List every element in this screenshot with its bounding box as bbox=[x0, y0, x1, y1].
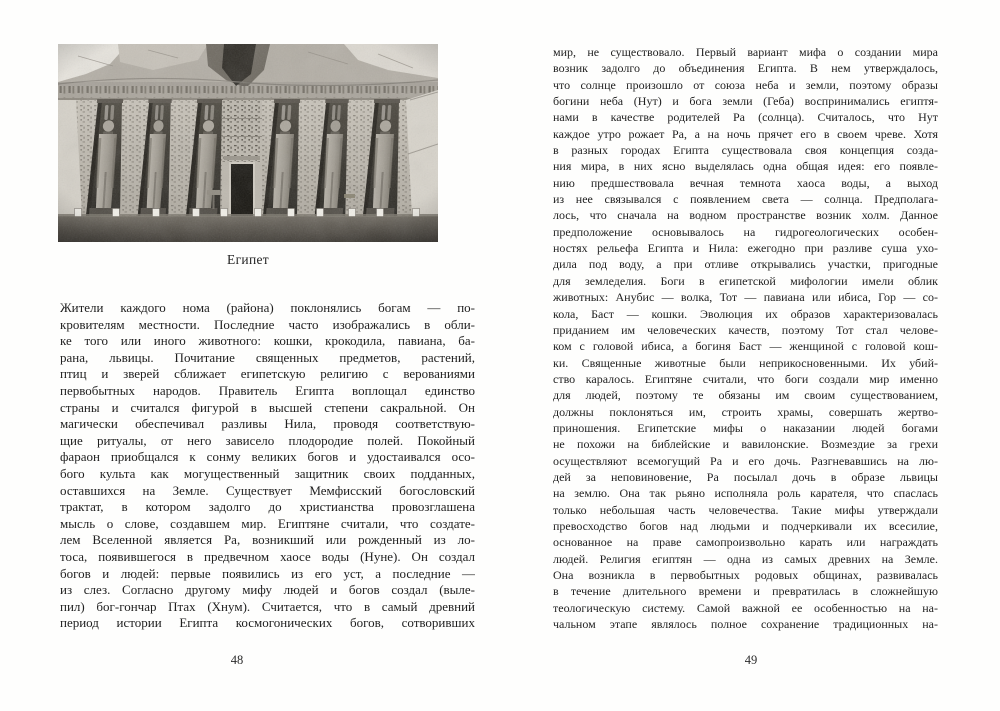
text-line: в течение длительного времени и превратилась в сложнейшую bbox=[553, 584, 938, 599]
text-line: первобытных народов. Правитель Египта воплощал единство bbox=[60, 382, 475, 398]
text-line: ки. Священные животные были неприкосновенными. Их убий- bbox=[553, 355, 938, 370]
text-line: бого культа как могущественный защитник своих подданных, bbox=[60, 465, 475, 481]
text-line: трактат, в котором задолго до христианства провозглашена bbox=[60, 499, 475, 515]
text-line: тоса, появившегося в предвечном хаосе воды (Нуне). Он создал bbox=[60, 548, 475, 564]
text-line: ком с головой ибиса, а богиня Баст — женщиной с головой кош- bbox=[553, 339, 938, 354]
text-line: ке того или иного животного: кошки, крокодила, павиана, ба- bbox=[60, 333, 475, 349]
text-line: ство каралось. Египтяне считали, что боги создали мир именно bbox=[553, 371, 938, 386]
text-line: людей. Религия египтян — одна из самых древних на Земле. bbox=[553, 551, 938, 566]
text-line: ния мира, в них ясно выделялась одна общая идея: его появле- bbox=[553, 159, 938, 174]
text-line: лось, что сначала на водном пространстве возник холм. Данное bbox=[553, 208, 938, 223]
text-line: период истории Египта космогонических богов, сотворивших bbox=[60, 615, 475, 631]
text-line: рана, львицы. Почитание священных предметов, растений, bbox=[60, 349, 475, 365]
text-line: пил) бог-гончар Птах (Хнум). Считается, что в самый древний bbox=[60, 598, 475, 614]
text-line: дила под воду, а при отливе открывались участки, пригодные bbox=[553, 257, 938, 272]
text-line: нию предшествовала вечная темнота хаоса воды, а выход bbox=[553, 175, 938, 190]
text-line: приданием им человеческих качеств, поэтому Тот стал челове- bbox=[553, 322, 938, 337]
text-line: из нее связывался с появлением света — солнца. Предполага- bbox=[553, 192, 938, 207]
text-line: осуществляют всемогущий Ра и его дочь. Разгневавшись на лю- bbox=[553, 453, 938, 468]
text-line: магически обеспечивал разливы Нила, проводя соответствую- bbox=[60, 416, 475, 432]
text-line: страны и считался фигурой в высшей степени сакральной. Он bbox=[60, 399, 475, 415]
text-line: мир, не существовало. Первый вариант мифа о создании мира bbox=[553, 45, 938, 59]
text-line: оставшихся на Земле. Существует Мемфисский богословский bbox=[60, 482, 475, 498]
text-line: птиц и зверей сближает египетскую религию с верованиями bbox=[60, 366, 475, 382]
text-line: нами в качестве родителей Ра (солнца). Считалось, что Нут bbox=[553, 110, 938, 125]
text-line: предположение основывалось на гидрогеологических особен- bbox=[553, 224, 938, 239]
text-line: ностях рельефа Египта и Нила: ежегодно при разливе суша ухо- bbox=[553, 241, 938, 256]
text-line: животных: Анубис — волка, Тот — павиана или ибиса, Гор — со- bbox=[553, 290, 938, 305]
text-line: богини неба (Нут) и бога земли (Геба) воспринимались египтя- bbox=[553, 94, 938, 109]
abu-simbel-temple-photo bbox=[58, 44, 438, 242]
text-line: основанное на праве самопроизвольно карать или награждать bbox=[553, 535, 938, 550]
text-line: богов и людей: первые появились из его уст, а последние — bbox=[60, 565, 475, 581]
text-line: возник задолго до объединения Египта. В нем утверждалось, bbox=[553, 61, 938, 76]
text-line: из слез. Согласно другому мифу людей и богов создал (выле- bbox=[60, 582, 475, 598]
text-line: не похожи на библейские и вавилонские. Возмездие за грехи bbox=[553, 437, 938, 452]
text-line: чальном этапе являлось полное сохранение традиционных на- bbox=[553, 617, 938, 632]
text-line: кровителям местности. Последние часто изображались в обли- bbox=[60, 316, 475, 332]
text-line: для людей, поэтому те обязаны им своим существованием, bbox=[553, 388, 938, 403]
text-line: дей за неповиновение, Ра посылал дочь в образе львицы bbox=[553, 469, 938, 484]
text-line: теологическую систему. Самой важной ее особенностью на на- bbox=[553, 600, 938, 615]
page-number-right: 49 bbox=[744, 653, 758, 667]
right-page-paragraph bbox=[553, 44, 938, 632]
temple-figure bbox=[58, 44, 438, 242]
text-line: что солнце произошло от союза неба и земли, поэтому образы bbox=[553, 77, 938, 92]
text-line: кола, Баст — кошки. Эволюция их образов характеризовалась bbox=[553, 306, 938, 321]
text-line: щие ритуалы, от него зависело плодородие полей. Покойный bbox=[60, 432, 475, 448]
left-page-paragraph bbox=[60, 300, 475, 632]
page-number-left: 48 bbox=[230, 653, 244, 667]
text-line: приношения. Египетские мифы о наказании людей богами bbox=[553, 420, 938, 435]
text-line: фараон приобщался к сонму великих богов и удостаивался осо- bbox=[60, 449, 475, 465]
text-line: должны поклоняться им, строить храмы, совершать жертво- bbox=[553, 404, 938, 419]
text-line: на землю. Она так рьяно исполняла роль карателя, что спаслась bbox=[553, 486, 938, 501]
text-line: мысль о слове, создавшем мир. Египтяне считали, что создате- bbox=[60, 515, 475, 531]
text-line: только небольшая часть человечества. Такие мифы утверждали bbox=[553, 502, 938, 517]
text-line: превосходство богов над людьми и подчеркивали их всесилие, bbox=[553, 518, 938, 533]
text-line: каждое утро рожает Ра, а на ночь прячет его в своем чреве. Хотя bbox=[553, 126, 938, 141]
text-line: лем Вселенной является Ра, возникший или рожденный из ло- bbox=[60, 532, 475, 548]
text-line: Жители каждого нома (района) поклонялись богам — по- bbox=[60, 300, 475, 315]
text-line: в разных городах Египта существовала своя концепция созда- bbox=[553, 143, 938, 158]
text-line: Она возникла в первобытных родовых общинах, развивалась bbox=[553, 568, 938, 582]
photo-caption: Египет bbox=[227, 252, 269, 267]
text-line: для земледелия. Боги в египетской мифологии имели облик bbox=[553, 273, 938, 288]
